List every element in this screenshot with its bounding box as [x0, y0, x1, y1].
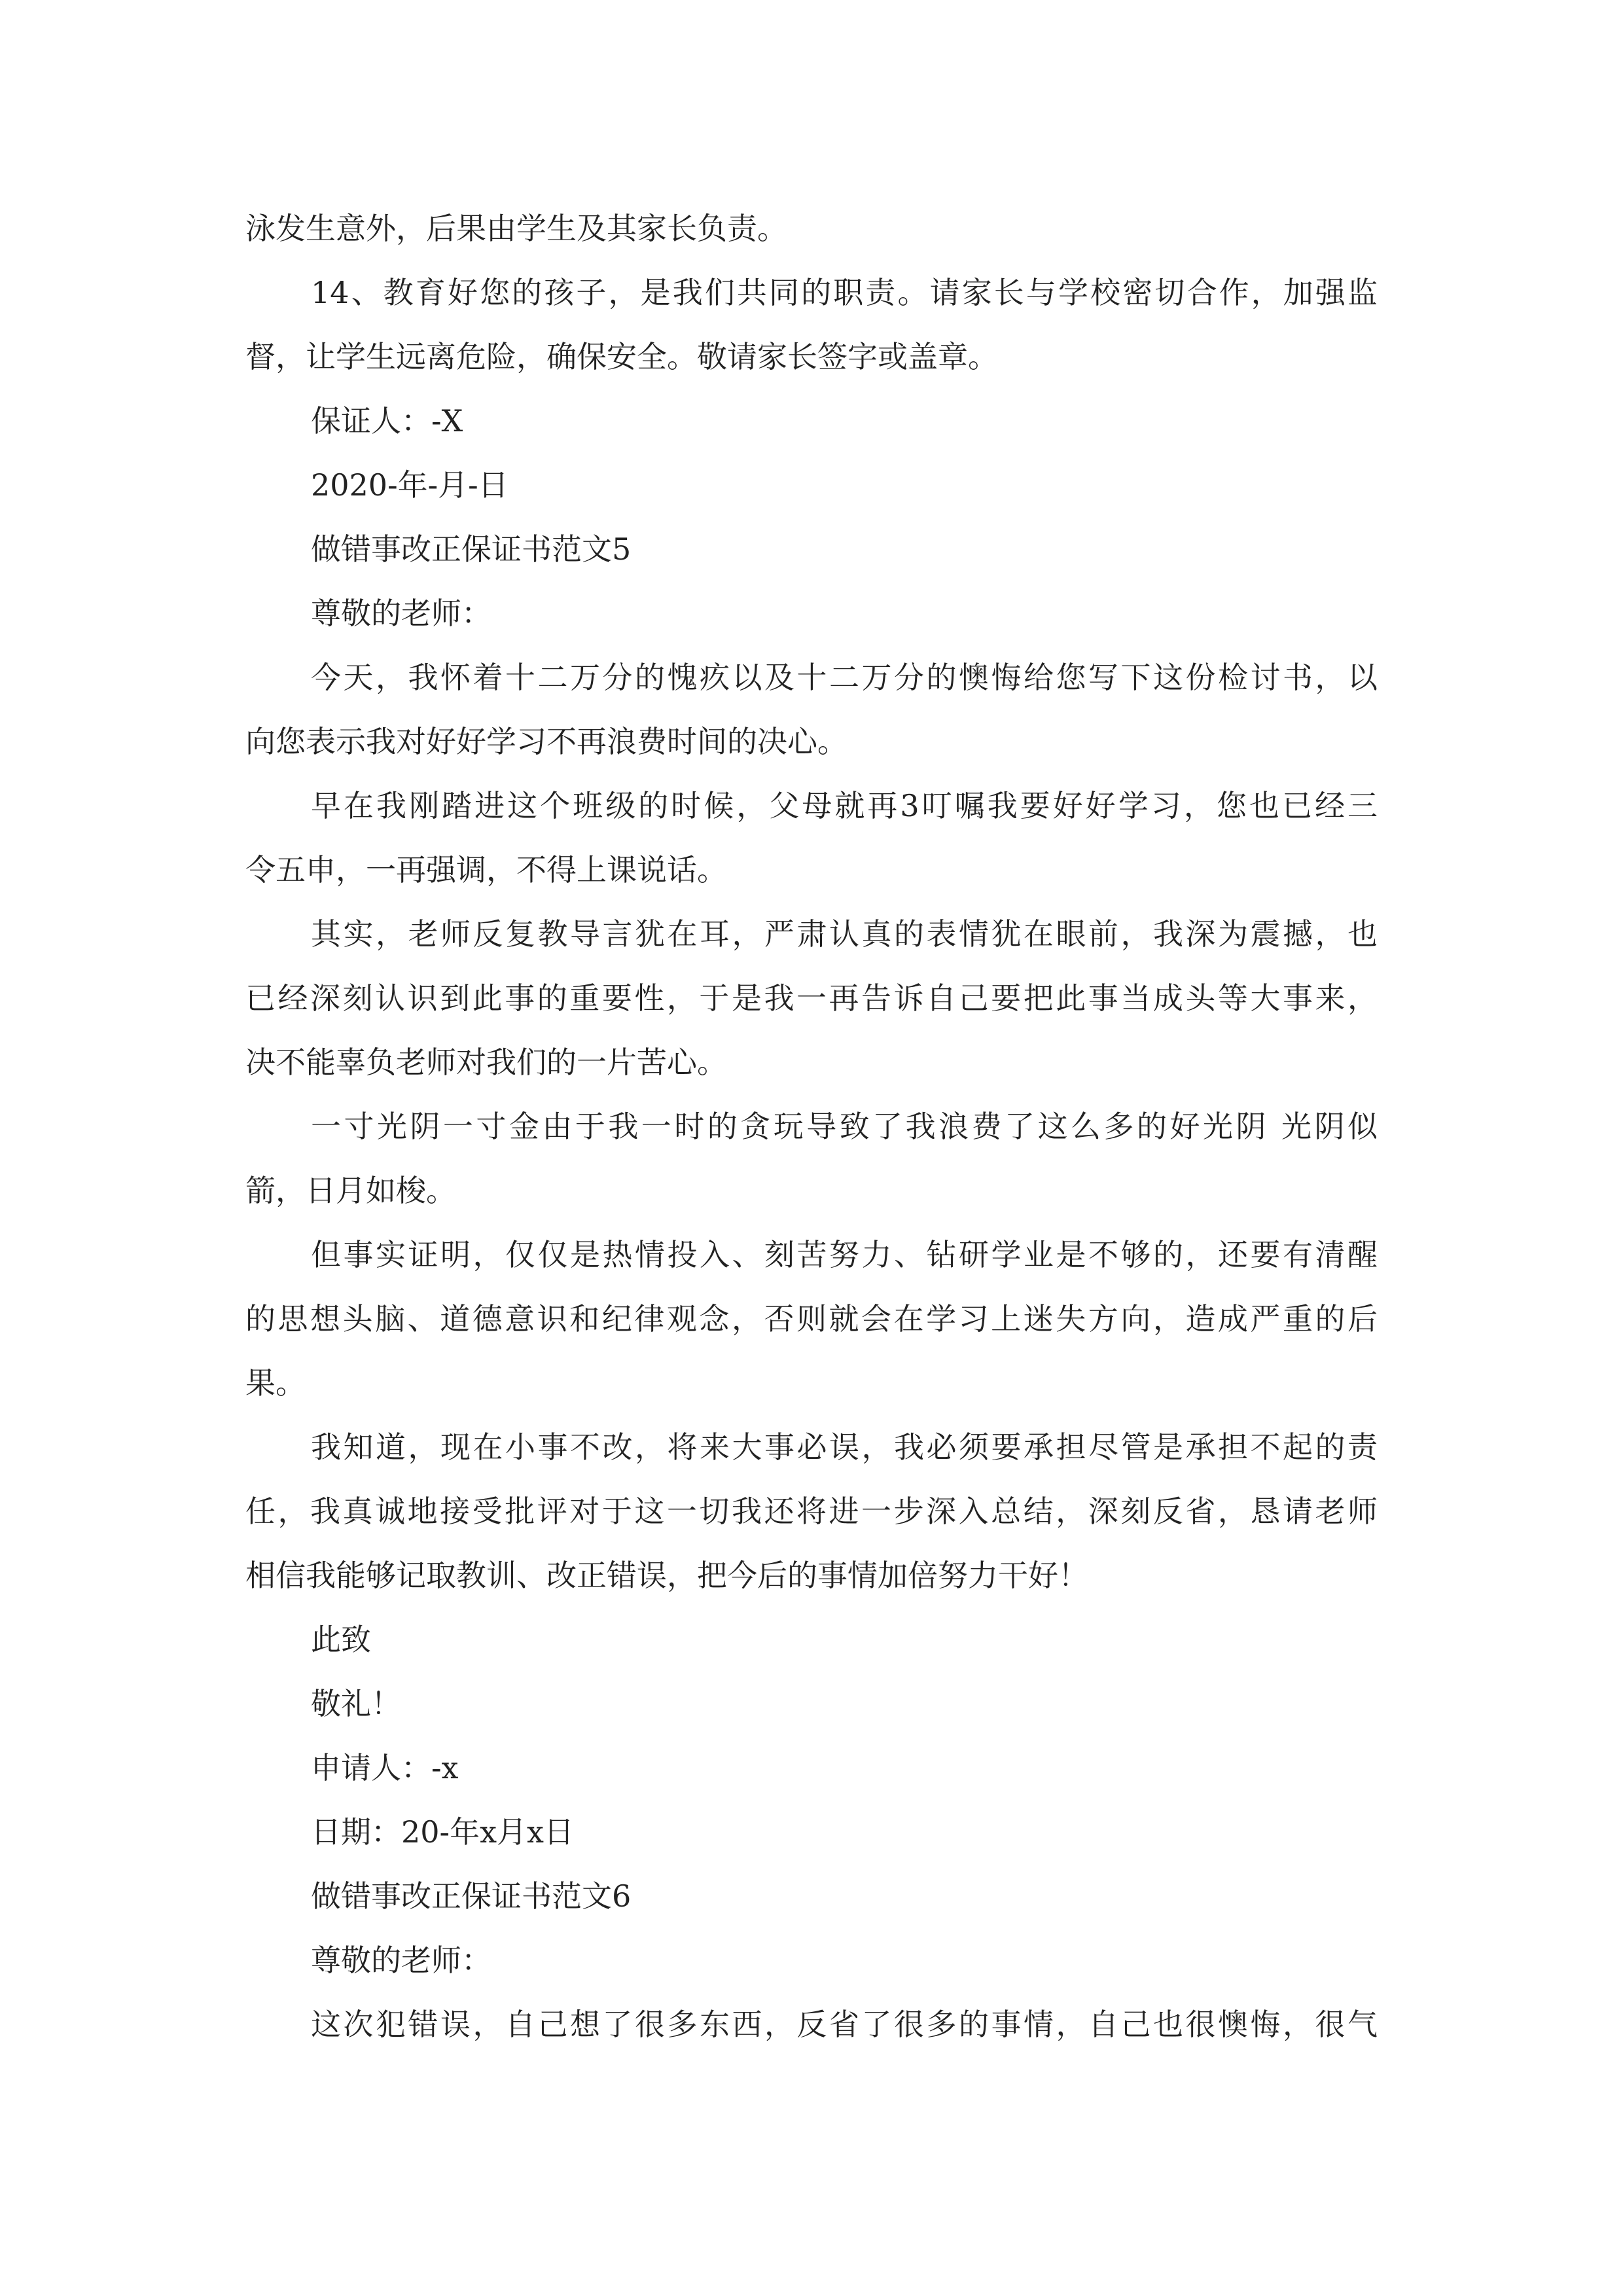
date-line-1	[245, 453, 1378, 517]
date-line-2	[245, 1800, 1378, 1864]
heading-sample-6	[245, 1864, 1378, 1928]
text-line: 但事实证明，仅仅是热情投入、刻苦努力、钻研学业是不够的，还要有清醒	[311, 1237, 1378, 1272]
text-line: 其实，老师反复教导言犹在耳，严肃认真的表情犹在眼前，我深为震撼，也	[311, 916, 1378, 952]
text-line: 2020-年-月-日	[311, 467, 508, 503]
text-line: 做错事改正保证书范文5	[311, 531, 632, 567]
para-actually	[245, 902, 1378, 1094]
salutation-1	[245, 581, 1378, 645]
text-line: 尊敬的老师：	[311, 1943, 491, 1978]
text-line: 箭，日月如梭。	[245, 1173, 456, 1208]
para-today	[245, 645, 1378, 774]
para-early	[245, 774, 1378, 902]
para-swim-accident	[245, 196, 1378, 260]
guarantor-line	[245, 389, 1378, 453]
text-line: 日期：20-年x月x日	[311, 1814, 574, 1850]
text-line: 尊敬的老师：	[311, 596, 491, 631]
text-line: 果。	[245, 1365, 306, 1401]
text-line: 督，让学生远离危险，确保安全。敬请家长签字或盖章。	[245, 339, 998, 374]
text-line: 我知道，现在小事不改，将来大事必误，我必须要承担尽管是承担不起的责	[311, 1429, 1378, 1465]
text-line: 保证人：-X	[311, 403, 463, 439]
text-line: 申请人：-x	[311, 1750, 459, 1785]
text-line: 令五申，一再强调，不得上课说话。	[245, 852, 727, 888]
text-line: 此致	[311, 1622, 371, 1657]
text-line: 这次犯错误，自己想了很多东西，反省了很多的事情，自己也很懊悔，很气	[311, 2007, 1378, 2042]
text-line: 敬礼！	[311, 1686, 401, 1721]
heading-sample-5	[245, 517, 1378, 581]
text-line: 相信我能够记取教训、改正错误，把今后的事情加倍努力干好！	[245, 1558, 1088, 1593]
applicant-line	[245, 1736, 1378, 1800]
text-line: 决不能辜负老师对我们的一片苦心。	[245, 1045, 727, 1080]
text-line: 任，我真诚地接受批评对于这一切我还将进一步深入总结，深刻反省，恳请老师	[245, 1494, 1378, 1529]
para-time	[245, 1094, 1378, 1223]
text-line: 今天，我怀着十二万分的愧疚以及十二万分的懊悔给您写下这份检讨书，以	[311, 660, 1378, 695]
para-however	[245, 1223, 1378, 1415]
para-item-14	[245, 260, 1378, 389]
closing-cizhi	[245, 1607, 1378, 1672]
text-line: 一寸光阴一寸金由于我一时的贪玩导致了我浪费了这么多的好光阴 光阴似	[311, 1109, 1378, 1144]
salutation-2	[245, 1928, 1378, 1992]
text-line: 已经深刻认识到此事的重要性，于是我一再告诉自己要把此事当成头等大事来，	[245, 980, 1378, 1016]
para-this-time	[245, 1992, 1378, 2056]
text-line: 泳发生意外，后果由学生及其家长负责。	[245, 211, 787, 246]
text-line: 的思想头脑、道德意识和纪律观念，否则就会在学习上迷失方向，造成严重的后	[245, 1301, 1378, 1336]
document-body	[245, 196, 1378, 2056]
para-i-know	[245, 1415, 1378, 1607]
closing-jingli	[245, 1672, 1378, 1736]
text-line: 早在我刚踏进这个班级的时候，父母就再3叮嘱我要好好学习，您也已经三	[311, 788, 1378, 823]
text-line: 做错事改正保证书范文6	[311, 1878, 632, 1914]
text-line: 14、教育好您的孩子，是我们共同的职责。请家长与学校密切合作，加强监	[311, 275, 1378, 310]
text-line: 向您表示我对好好学习不再浪费时间的决心。	[245, 724, 847, 759]
